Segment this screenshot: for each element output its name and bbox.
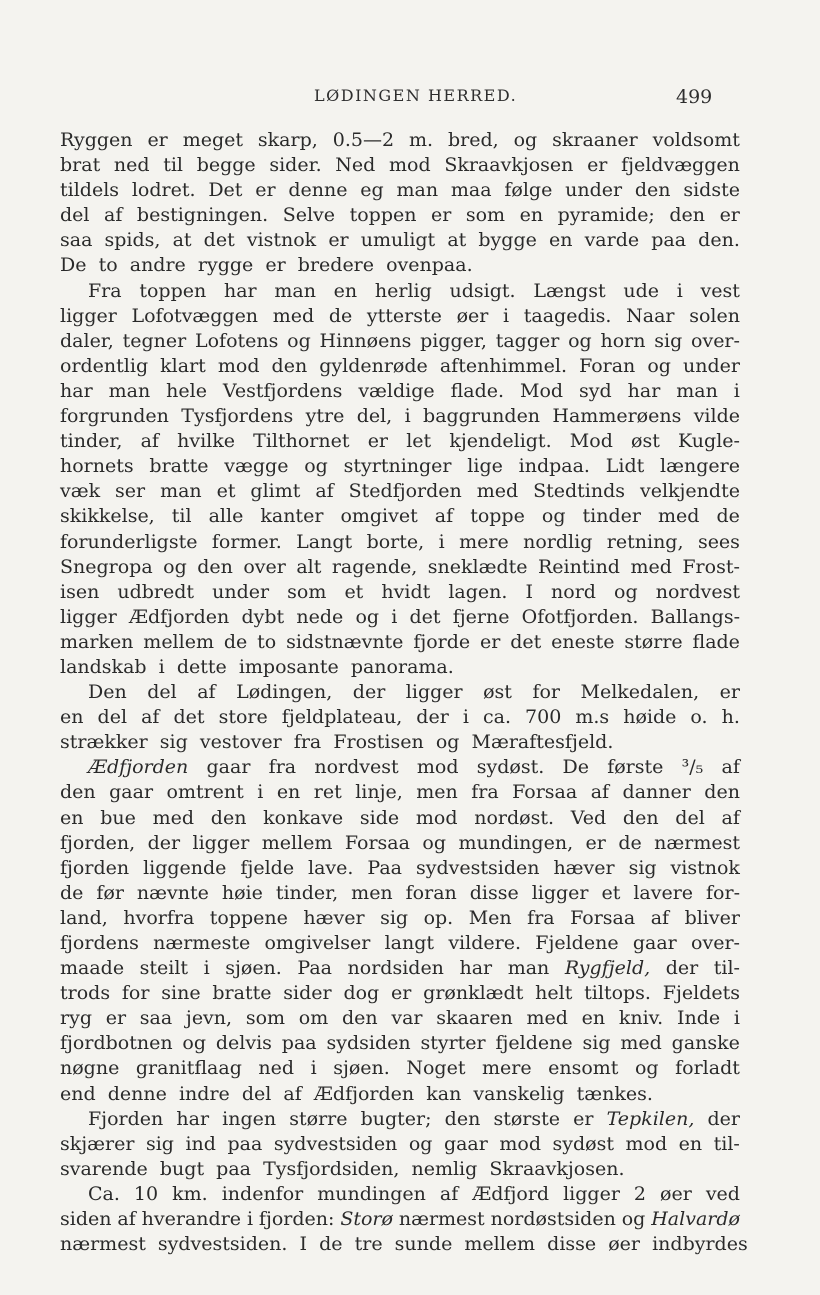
text-line: Ca. 10 km. indenfor mundingen af Ædfjord ligger 2 øer ved [88,1182,740,1205]
text-line: Ædfjorden gaar fra nordvest mod sydøst. De første ³/₅ af [88,756,740,779]
text-line: de før nævnte høie tinder, men foran disse ligger et lavere for- [60,881,740,904]
text-line: svarende bugt paa Tysfjordsiden, nemlig Skraavkjosen. [60,1157,625,1180]
text-line: marken mellem de to sidstnævnte fjorde er det eneste større flade [60,630,740,653]
text-line: daler, tegner Lofotens og Hinnøens pigger, tagger og horn sig over- [60,329,740,352]
text-line: forunderligste former. Langt borte, i mere nordlig retning, sees [60,530,740,553]
text-line: ordentlig klart mod den gyldenrøde aftenhimmel. Foran og under [60,354,740,377]
text-line: maade steilt i sjøen. Paa nordsiden har man Rygfjeld, der til- [60,957,740,980]
text-line: fjorden liggende fjelde lave. Paa sydvestsiden hæver sig vistnok [60,856,740,879]
text-line: tildels lodret. Det er denne eg man maa følge under den sidste [60,179,740,202]
text-line: Fra toppen har man en herlig udsigt. Længst ude i vest [88,279,740,302]
text-line: har man hele Vestfjordens vældige flade. Mod syd har man i [60,379,740,402]
text-line: Fjorden har ingen større bugter; den største er Tepkilen, der [88,1107,740,1130]
text-line: forgrunden Tysfjordens ytre del, i baggrunden Hammerøens vilde [60,405,740,428]
text-line: strækker sig vestover fra Frostisen og Mæraftesfjeld. [60,731,614,754]
text-line: isen udbredt under som et hvidt lagen. I nord og nordvest [60,580,740,603]
text-line: Den del af Lødingen, der ligger øst for Melkedalen, er [88,681,740,704]
text-line: fjordbotnen og delvis paa sydsiden styrter fjeldene sig med ganske [60,1032,740,1055]
text-line: land, hvorfra toppene hæver sig op. Men fra Forsaa af bliver [60,906,740,929]
text-line: fjordens nærmeste omgivelser langt vildere. Fjeldene gaar over- [60,932,740,954]
text-line: trods for sine bratte sider dog er grønklædt helt tiltops. Fjeldets [60,982,740,1005]
text-line: den gaar omtrent i en ret linje, men fra Forsaa af danner den [60,781,740,804]
text-line: nærmest sydvestsiden. I de tre sunde mellem disse øer indbyrdes [60,1233,748,1256]
text-line: saa spids, at det vistnok er umuligt at bygge en varde paa den. [60,229,740,252]
text-line: brat ned til begge sider. Ned mod Skraavkjosen er fjeldvæggen [60,154,740,177]
text-line: ligger Ædfjorden dybt nede og i det fjerne Ofotfjorden. Ballangs- [60,605,740,628]
text-line: landskab i dette imposante panorama. [60,655,454,678]
text-line: end denne indre del af Ædfjorden kan vanskelig tænkes. [60,1082,653,1105]
text-line: skjærer sig ind paa sydvestsiden og gaar mod sydøst mod en til- [60,1132,740,1155]
text-line: nøgne granitflaag ned i sjøen. Noget mere ensomt og forladt [60,1057,740,1080]
text-line: siden af hverandre i fjorden: Storø nærmest nordøstsiden og Halvardø [60,1208,740,1231]
running-head: LØDINGEN HERRED. [314,86,518,105]
text-line: en del af det store fjeldplateau, der i ca. 700 m.s høide o. h. [60,706,740,729]
body-text [60,128,748,1257]
text-line: fjorden, der ligger mellem Forsaa og mundingen, er de nærmest [60,831,740,854]
text-line: Snegropa og den over alt ragende, sneklædte Reintind med Frost- [60,555,740,578]
text-line: Ryggen er meget skarp, 0.5—2 m. bred, og skraaner voldsomt [60,129,740,151]
text-line: del af bestigningen. Selve toppen er som en pyramide; den er [60,204,740,227]
text-line: ryg er saa jevn, som om den var skaaren med en kniv. Inde i [60,1007,740,1030]
text-line: hornets bratte vægge og styrtninger lige indpaa. Lidt længere [60,455,740,478]
page-number: 499 [676,86,713,108]
text-line: De to andre rygge er bredere ovenpaa. [60,254,473,277]
text-line: tinder, af hvilke Tilthornet er let kjendeligt. Mod øst Kugle- [60,430,740,453]
text-line: skikkelse, til alle kanter omgivet af toppe og tinder med de [60,505,740,528]
text-line: ligger Lofotvæggen med de ytterste øer i taagedis. Naar solen [60,304,740,327]
text-line: væk ser man et glimt af Stedfjorden med Stedtinds velkjendte [60,480,740,503]
text-line: en bue med den konkave side mod nordøst. Ved den del af [60,806,740,829]
